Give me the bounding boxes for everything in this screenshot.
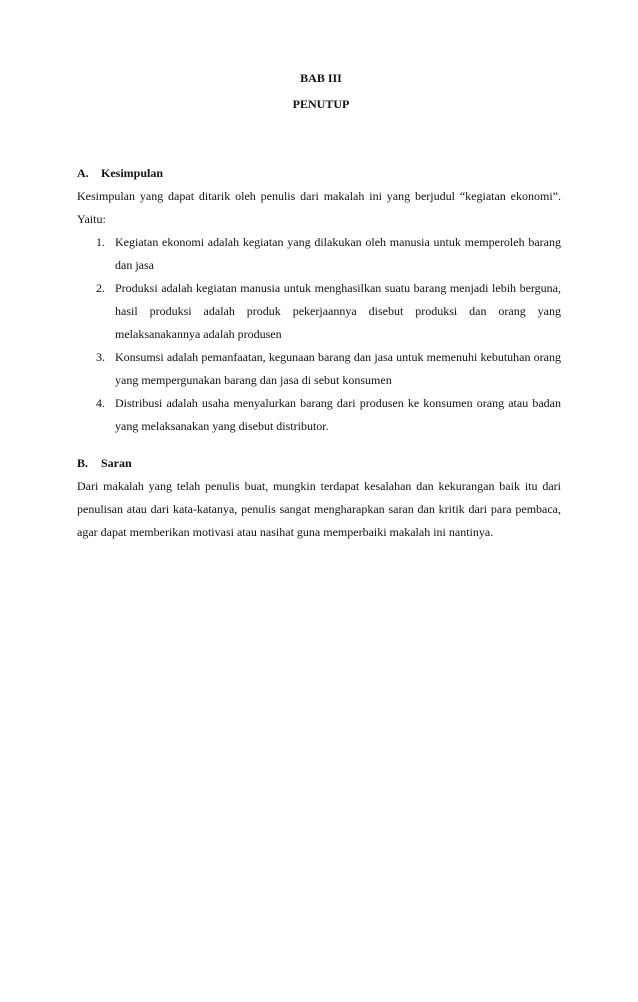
list-item xyxy=(96,392,561,438)
conclusion-list xyxy=(96,231,561,438)
section-b-heading xyxy=(77,456,132,471)
section-b-text: Dari makalah yang telah penulis buat, mungkin terdapat kesalahan dan kekurangan baik itu dari penulisan atau dari kata-katanya, penulis sangat mengharapkan saran dan kritik dari para pembaca, agar dapat memberikan motivasi atau nasihat guna memperbaiki makalah ini nantinya. xyxy=(77,479,561,539)
list-item-number: 1. xyxy=(96,235,105,249)
section-a-title: Kesimpulan xyxy=(101,166,164,180)
section-b-title: Saran xyxy=(101,456,132,470)
list-item-text: Distribusi adalah usaha menyalurkan barang dari produsen ke konsumen orang atau badan yang melaksanakan yang disebut distributor. xyxy=(115,396,561,433)
list-item-text: Konsumsi adalah pemanfaatan, kegunaan barang dan jasa untuk memenuhi kebutuhan orang yang mempergunakan barang dan jasa di sebut konsumen xyxy=(115,350,561,387)
section-a-heading xyxy=(77,166,163,181)
list-item xyxy=(96,346,561,392)
list-item xyxy=(96,277,561,346)
chapter-heading: BAB III xyxy=(300,71,342,85)
list-item xyxy=(96,231,561,277)
chapter-title: PENUTUP xyxy=(292,97,350,111)
list-item-number: 3. xyxy=(96,350,105,364)
list-item-number: 4. xyxy=(96,396,105,410)
section-b-letter: B. xyxy=(77,456,89,470)
list-item-text: Produksi adalah kegiatan manusia untuk menghasilkan suatu barang menjadi lebih berguna, hasil produksi adalah produk pekerjaannya disebut produksi dan orang yang melaksanakannya adalah produsen xyxy=(115,281,561,341)
section-a-letter: A. xyxy=(77,166,89,180)
section-a-intro: Kesimpulan yang dapat ditarik oleh penulis dari makalah ini yang berjudul “kegiatan ekonomi”. Yaitu: xyxy=(77,189,561,226)
list-item-text: Kegiatan ekonomi adalah kegiatan yang dilakukan oleh manusia untuk memperoleh barang dan jasa xyxy=(115,235,561,272)
list-item-number: 2. xyxy=(96,281,105,295)
